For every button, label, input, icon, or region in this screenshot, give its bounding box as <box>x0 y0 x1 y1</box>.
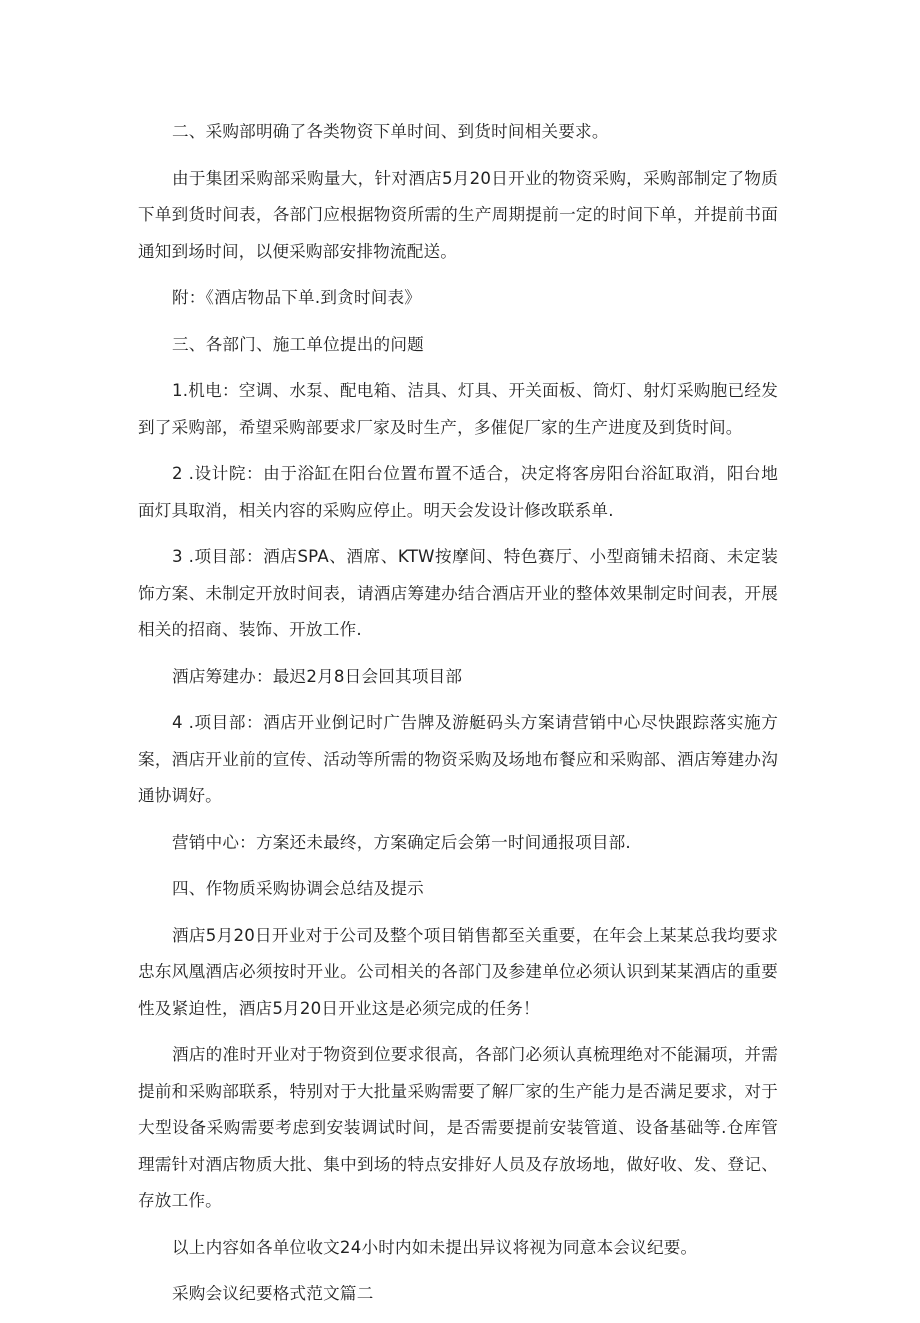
paragraph-heading-2: 二、采购部明确了各类物资下单时间、到货时间相关要求。 <box>172 122 609 141</box>
paragraph-reply-preparation-office: 酒店筹建办：最迟2月8日会回其项目部 <box>172 666 463 686</box>
paragraph-summary-materials: 酒店的准时开业对于物资到位要求很高，各部门必须认真梳理绝对不能漏项，并需提前和采购部联系，特别对于大批量采购需要了解厂家的生产能力是否满足要求，对于大型设备采购需要考虑到安装调试时间，是否需要提前安装管道、设备基础等.仓库管理需针对酒店物质大批、集中到场的特点安排好人员及存放场地，做好收、发、登记、存放工作。 <box>138 1045 778 1210</box>
paragraph-item-4: 4 .项目部：酒店开业倒记时广告牌及游艇码头方案请营销中心尽快跟踪落实施方案，酒店开业前的宣传、活动等所需的物资采购及场地布餐应和采购部、酒店筹建办沟通协调好。 <box>138 713 778 805</box>
paragraph-item-1: 1.机电：空调、水泵、配电箱、洁具、灯具、开关面板、筒灯、射灯采购胞已经发到了采购部，希望采购部要求厂家及时生产，多催促厂家的生产进度及到货时间。 <box>138 381 778 437</box>
paragraph-attachment: 附：《酒店物品下单.到贪时间表》 <box>172 288 422 307</box>
document-body <box>138 114 778 1323</box>
paragraph-summary-opening: 酒店5月20日开业对于公司及整个项目销售都至关重要，在年会上某某总我均要求忠东风凰酒店必须按时开业。公司相关的各部门及参建单位必须认识到某某酒店的重要性及紧迫性，酒店5月20日开业这是必须完成的任务！ <box>138 925 778 1018</box>
paragraph-reply-marketing: 营销中心：方案还未最终，方案确定后会第一时间通报项目部. <box>172 832 631 852</box>
paragraph-procurement-schedule: 由于集团采购部采购量大，针对酒店5月20日开业的物资采购，采购部制定了物质下单到货时间表，各部门应根据物资所需的生产周期提前一定的时间下单，并提前书面通知到场时间，以便采购部安排物流配送。 <box>138 168 778 261</box>
paragraph-heading-4: 四、作物质采购协调会总结及提示 <box>172 879 424 898</box>
paragraph-item-3: 3 .项目部：酒店SPA、酒席、KTW按摩间、特色赛厅、小型商铺未招商、未定装饰方案、未制定开放时间表，请酒店筹建办结合酒店开业的整体效果制定时间表，开展相关的招商、装饰、开放工作. <box>138 547 778 639</box>
paragraph-item-2: 2 .设计院：由于浴缸在阳台位置布置不适合，决定将客房阳台浴缸取消，阳台地面灯具取消，相关内容的采购应停止。明天会发设计修改联系单. <box>138 464 778 520</box>
paragraph-heading-3: 三、各部门、施工单位提出的问题 <box>172 334 424 354</box>
paragraph-next-section-title: 采购会议纪要格式范文篇二 <box>172 1284 374 1303</box>
paragraph-objection-notice: 以上内容如各单位收文24小时内如未提出异议将视为同意本会议纪要。 <box>172 1237 698 1257</box>
